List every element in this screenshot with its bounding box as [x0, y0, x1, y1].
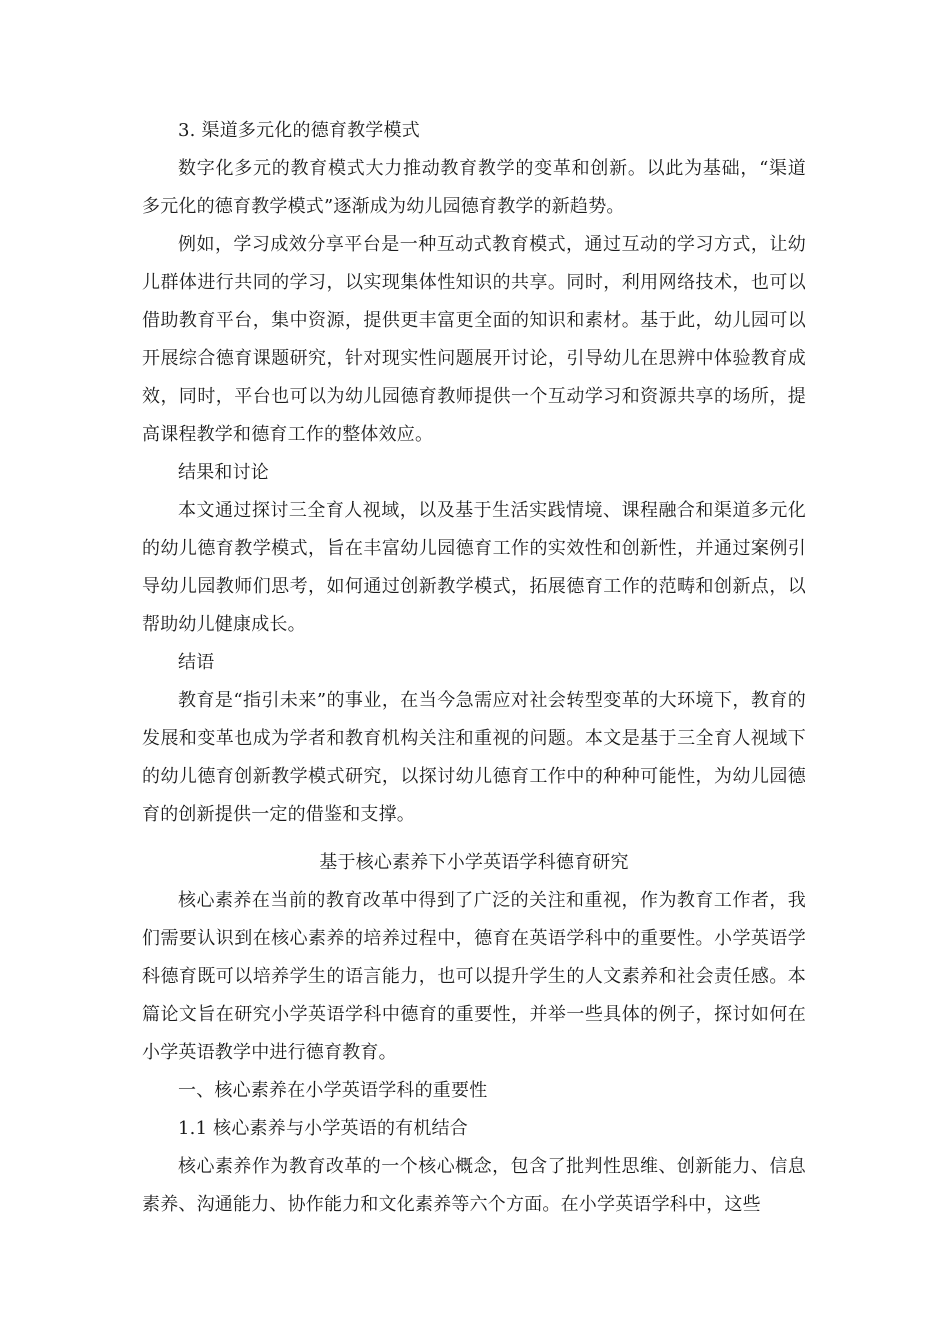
paragraph: 核心素养作为教育改革的一个核心概念，包含了批判性思维、创新能力、信息素养、沟通能力、协作能力和文化素养等六个方面。在小学英语学科中，这些	[142, 1156, 806, 1215]
paragraph: 核心素养在当前的教育改革中得到了广泛的关注和重视，作为教育工作者，我们需要认识到在核心素养的培养过程中，德育在英语学科中的重要性。小学英语学科德育既可以培养学生的语言能力，也可以提升学生的人文素养和社会责任感。本篇论文旨在研究小学英语学科中德育的重要性，并举一些具体的例子，探讨如何在小学英语教学中进行德育教育。	[142, 890, 806, 1063]
paragraph: 教育是“指引未来”的事业，在当今急需应对社会转型变革的大环境下，教育的发展和变革也成为学者和教育机构关注和重视的问题。本文是基于三全育人视域下的幼儿德育创新教学模式研究，以探讨幼儿德育工作中的种种可能性，为幼儿园德育的创新提供一定的借鉴和支撑。	[142, 690, 806, 825]
document-body	[142, 112, 806, 1224]
article-title: 基于核心素养下小学英语学科德育研究	[319, 852, 629, 873]
paragraph: 数字化多元的教育模式大力推动教育教学的变革和创新。以此为基础，“渠道多元化的德育教学模式”逐渐成为幼儿园德育教学的新趋势。	[142, 158, 806, 217]
section-heading-conclusion: 结语	[178, 652, 215, 673]
paragraph: 本文通过探讨三全育人视域，以及基于生活实践情境、课程融合和渠道多元化的幼儿德育教学模式，旨在丰富幼儿园德育工作的实效性和创新性，并通过案例引导幼儿园教师们思考，如何通过创新教学模式，拓展德育工作的范畴和创新点，以帮助幼儿健康成长。	[142, 500, 806, 635]
section-heading-results-discussion: 结果和讨论	[178, 462, 269, 483]
paragraph: 例如，学习成效分享平台是一种互动式教育模式，通过互动的学习方式，让幼儿群体进行共同的学习，以实现集体性知识的共享。同时，利用网络技术，也可以借助教育平台，集中资源，提供更丰富更全面的知识和素材。基于此，幼儿园可以开展综合德育课题研究，针对现实性问题展开讨论，引导幼儿在思辨中体验教育成效，同时，平台也可以为幼儿园德育教师提供一个互动学习和资源共享的场所，提高课程教学和德育工作的整体效应。	[142, 234, 806, 445]
section-heading-importance: 一、核心素养在小学英语学科的重要性	[178, 1080, 488, 1101]
section-heading-channel-diversified-model: 3. 渠道多元化的德育教学模式	[178, 120, 420, 141]
subsection-heading-integration: 1.1 核心素养与小学英语的有机结合	[178, 1118, 468, 1139]
